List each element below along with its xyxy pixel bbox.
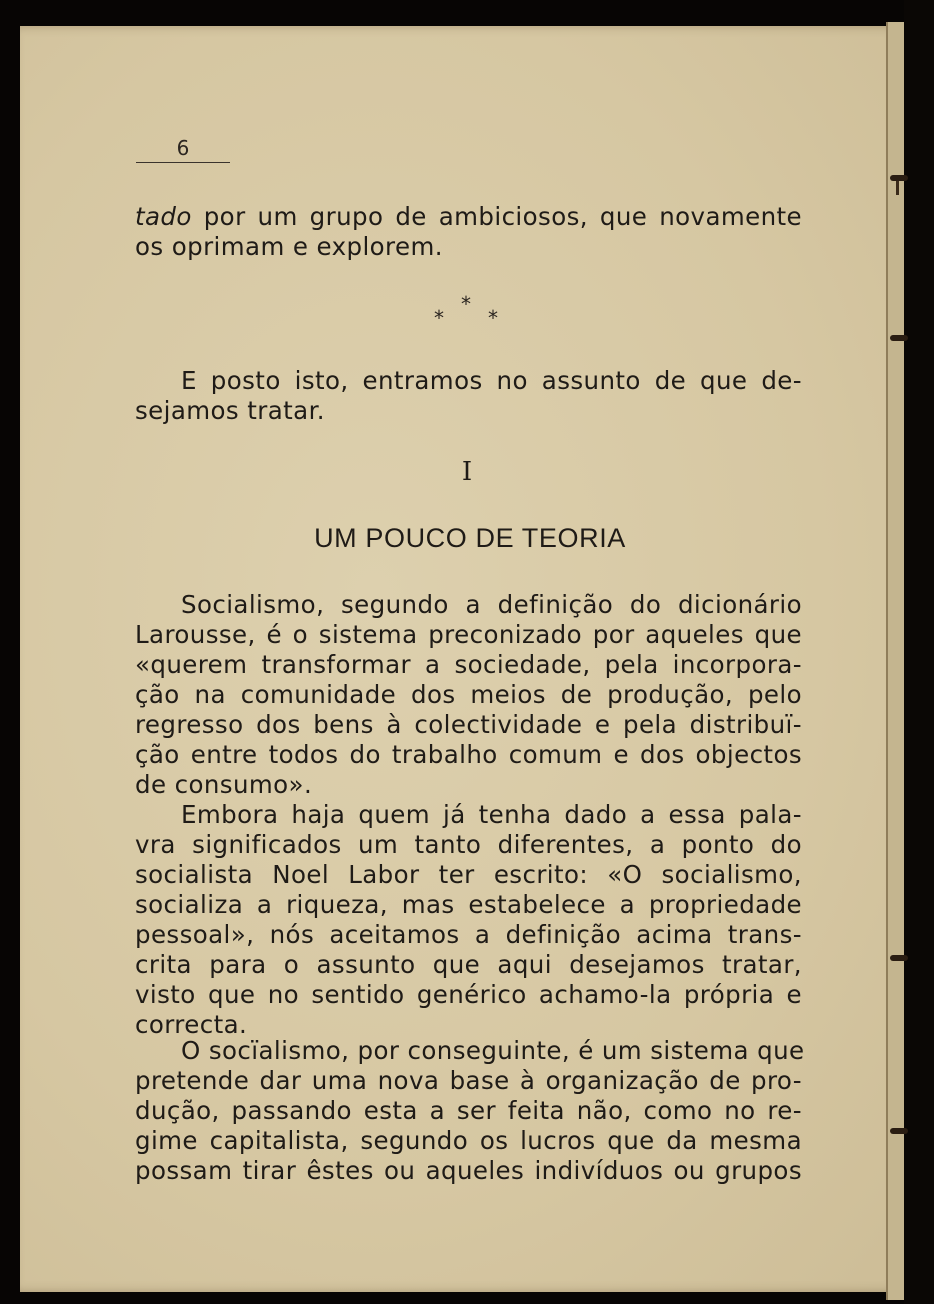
text-line: ção na comunidade dos meios de produção, pelo: [135, 680, 802, 709]
asterisk: *: [434, 306, 444, 330]
opening-text: [135, 202, 802, 262]
asterisk: *: [488, 306, 498, 330]
text-line: dução, passando esta a ser feita não, como no re-: [135, 1096, 802, 1125]
text-line: correcta.: [135, 1010, 248, 1039]
paragraph-3: [135, 1036, 805, 1186]
binding-stitch: [890, 335, 908, 341]
book-spine-edge: [904, 0, 934, 1304]
binding-stitch: [890, 1128, 908, 1134]
text-line: E posto isto, entramos no assunto de que de-: [181, 366, 802, 395]
text-line: ção entre todos do trabalho comum e dos objectos: [135, 740, 802, 769]
text-line: Embora haja quem já tenha dado a essa pala-: [181, 800, 802, 829]
text-line: de consumo».: [135, 770, 313, 799]
text-line: Socialismo, segundo a definição do dicionário: [181, 590, 802, 619]
text-line: crita para o assunto que aqui desejamos tratar,: [135, 950, 802, 979]
text-line: pessoal», nós aceitamos a definição acima trans-: [135, 920, 802, 949]
binding-stitch: [890, 175, 908, 181]
text-line: os oprimam e explorem.: [135, 232, 443, 261]
text-line: sejamos tratar.: [135, 396, 325, 425]
paragraph-1: [135, 590, 802, 800]
text-line: por um grupo de ambiciosos, que novamente: [191, 202, 802, 231]
asterisk: *: [461, 292, 471, 316]
asterism-divider: [430, 292, 510, 336]
chapter-title: UM POUCO DE TEORIA: [314, 523, 626, 553]
page-number: 6: [136, 136, 230, 163]
text-line: pretende dar uma nova base à organização de pro-: [135, 1066, 802, 1095]
text-line: O socïalismo, por conseguinte, é um sistema que: [181, 1036, 805, 1065]
chapter-number: I: [461, 457, 473, 487]
binding-stitch: [890, 955, 908, 961]
text-line: visto que no sentido genérico achamo-la própria e: [135, 980, 802, 1009]
text-line: socialista Noel Labor ter escrito: «O socialismo,: [135, 860, 802, 889]
italic-word: tado: [135, 202, 192, 231]
text-line: possam tirar êstes ou aqueles indivíduos ou grupos: [135, 1156, 802, 1185]
text-line: gime capitalista, segundo os lucros que da mesma: [135, 1126, 802, 1155]
text-line: Larousse, é o sistema preconizado por aqueles que: [135, 620, 802, 649]
transition-text: [135, 366, 802, 426]
text-line: vra significados um tanto diferentes, a ponto do: [135, 830, 802, 859]
paragraph-2: [135, 800, 802, 1040]
text-line: «querem transformar a sociedade, pela incorpora-: [135, 650, 802, 679]
text-line: regresso dos bens à colectividade e pela distribuï-: [135, 710, 802, 739]
text-line: socializa a riqueza, mas estabelece a propriedade: [135, 890, 802, 919]
